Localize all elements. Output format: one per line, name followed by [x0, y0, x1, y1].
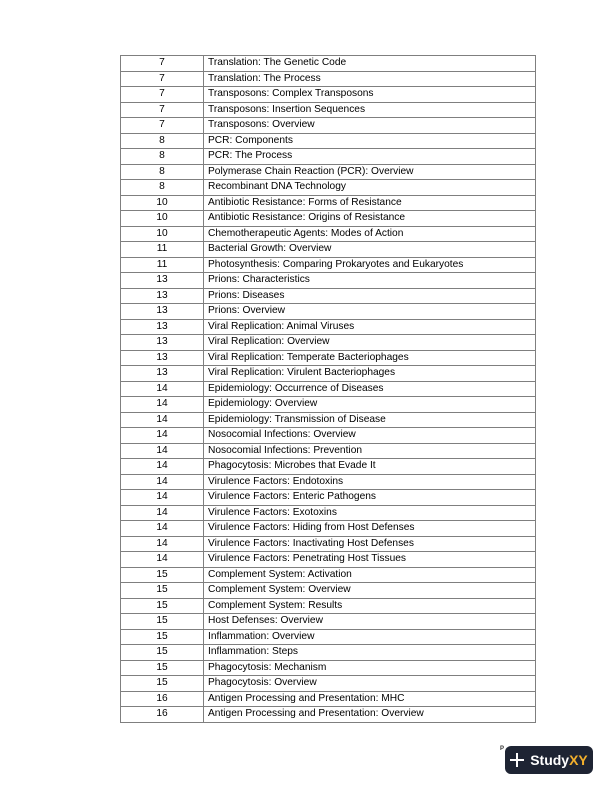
chapter-cell: 14: [121, 459, 204, 475]
chapter-cell: 15: [121, 583, 204, 599]
table-row: [121, 490, 536, 506]
studyxy-badge[interactable]: [505, 746, 593, 774]
table-row: [121, 56, 536, 72]
topic-cell: Complement System: Overview: [204, 583, 536, 599]
table-row: [121, 614, 536, 630]
chapter-cell: 11: [121, 242, 204, 258]
topic-cell: Viral Replication: Virulent Bacteriophages: [204, 366, 536, 382]
topic-cell: Viral Replication: Animal Viruses: [204, 319, 536, 335]
table-row: [121, 257, 536, 273]
topic-cell: Virulence Factors: Exotoxins: [204, 505, 536, 521]
topic-cell: Antigen Processing and Presentation: Overview: [204, 707, 536, 723]
chapter-cell: 7: [121, 71, 204, 87]
topic-cell: Virulence Factors: Endotoxins: [204, 474, 536, 490]
table-row: [121, 428, 536, 444]
topic-cell: Transposons: Insertion Sequences: [204, 102, 536, 118]
chapter-cell: 7: [121, 56, 204, 72]
table-row: [121, 87, 536, 103]
chapter-cell: 14: [121, 381, 204, 397]
table-row: [121, 459, 536, 475]
table-row: [121, 567, 536, 583]
table-row: [121, 629, 536, 645]
topic-cell: Transposons: Overview: [204, 118, 536, 134]
chapter-cell: 15: [121, 614, 204, 630]
topic-cell: Inflammation: Overview: [204, 629, 536, 645]
topic-cell: Inflammation: Steps: [204, 645, 536, 661]
topic-cell: Virulence Factors: Hiding from Host Defenses: [204, 521, 536, 537]
table-row: [121, 676, 536, 692]
chapter-cell: 10: [121, 211, 204, 227]
topic-cell: Antigen Processing and Presentation: MHC: [204, 691, 536, 707]
chapter-cell: 14: [121, 443, 204, 459]
chapter-cell: 8: [121, 164, 204, 180]
topic-cell: Nosocomial Infections: Overview: [204, 428, 536, 444]
chapter-cell: 8: [121, 180, 204, 196]
table-row: [121, 335, 536, 351]
chapter-cell: 14: [121, 474, 204, 490]
chapter-cell: 11: [121, 257, 204, 273]
chapter-cell: 13: [121, 319, 204, 335]
chapter-cell: 15: [121, 676, 204, 692]
table-row: [121, 536, 536, 552]
topic-cell: Antibiotic Resistance: Forms of Resistance: [204, 195, 536, 211]
topic-cell: Virulence Factors: Penetrating Host Tissues: [204, 552, 536, 568]
chapter-cell: 10: [121, 195, 204, 211]
topic-cell: Transposons: Complex Transposons: [204, 87, 536, 103]
chapter-cell: 13: [121, 366, 204, 382]
chapter-cell: 14: [121, 397, 204, 413]
chapter-cell: 16: [121, 707, 204, 723]
chapter-cell: 14: [121, 505, 204, 521]
chapter-cell: 14: [121, 552, 204, 568]
chapter-cell: 13: [121, 273, 204, 289]
chapter-cell: 10: [121, 226, 204, 242]
chapter-cell: 14: [121, 536, 204, 552]
topic-cell: Complement System: Activation: [204, 567, 536, 583]
chapter-cell: 16: [121, 691, 204, 707]
chapter-cell: 8: [121, 133, 204, 149]
topic-cell: Epidemiology: Overview: [204, 397, 536, 413]
topic-cell: PCR: Components: [204, 133, 536, 149]
topic-cell: Prions: Diseases: [204, 288, 536, 304]
table-row: [121, 691, 536, 707]
table-row: [121, 149, 536, 165]
topic-cell: Translation: The Process: [204, 71, 536, 87]
topic-cell: Epidemiology: Occurrence of Diseases: [204, 381, 536, 397]
table-row: [121, 133, 536, 149]
table-row: [121, 645, 536, 661]
table-row: [121, 583, 536, 599]
chapter-cell: 14: [121, 521, 204, 537]
table-row: [121, 102, 536, 118]
table-row: [121, 180, 536, 196]
brand-accent: XY: [569, 752, 588, 768]
table-row: [121, 381, 536, 397]
table-body: [121, 56, 536, 723]
chapter-cell: 7: [121, 87, 204, 103]
chapter-cell: 13: [121, 304, 204, 320]
topic-cell: Phagocytosis: Microbes that Evade It: [204, 459, 536, 475]
table-row: [121, 195, 536, 211]
brand-name: Study: [530, 752, 570, 768]
topic-cell: Virulence Factors: Enteric Pathogens: [204, 490, 536, 506]
topic-cell: Photosynthesis: Comparing Prokaryotes and Eukaryotes: [204, 257, 536, 273]
page-marker: P: [500, 746, 505, 752]
topic-cell: Recombinant DNA Technology: [204, 180, 536, 196]
table-row: [121, 505, 536, 521]
table-row: [121, 350, 536, 366]
topic-cell: Epidemiology: Transmission of Disease: [204, 412, 536, 428]
topic-cell: Prions: Overview: [204, 304, 536, 320]
topic-cell: Complement System: Results: [204, 598, 536, 614]
topic-cell: Phagocytosis: Mechanism: [204, 660, 536, 676]
table-row: [121, 707, 536, 723]
topic-cell: Prions: Characteristics: [204, 273, 536, 289]
chapter-cell: 15: [121, 567, 204, 583]
chapter-cell: 7: [121, 102, 204, 118]
topic-cell: Viral Replication: Overview: [204, 335, 536, 351]
table-row: [121, 226, 536, 242]
chapter-topic-table: [120, 55, 536, 723]
table-row: [121, 598, 536, 614]
chapter-cell: 15: [121, 645, 204, 661]
chapter-cell: 7: [121, 118, 204, 134]
topic-cell: PCR: The Process: [204, 149, 536, 165]
chapter-cell: 15: [121, 598, 204, 614]
chapter-cell: 14: [121, 428, 204, 444]
table-row: [121, 366, 536, 382]
table-row: [121, 412, 536, 428]
table-row: [121, 71, 536, 87]
chapter-cell: 15: [121, 629, 204, 645]
topic-cell: Antibiotic Resistance: Origins of Resistance: [204, 211, 536, 227]
topic-cell: Translation: The Genetic Code: [204, 56, 536, 72]
chapter-cell: 13: [121, 288, 204, 304]
chapter-cell: 14: [121, 490, 204, 506]
table-row: [121, 319, 536, 335]
table-row: [121, 242, 536, 258]
chapter-cell: 15: [121, 660, 204, 676]
topic-cell: Host Defenses: Overview: [204, 614, 536, 630]
topic-cell: Chemotherapeutic Agents: Modes of Action: [204, 226, 536, 242]
chapter-cell: 14: [121, 412, 204, 428]
table-row: [121, 397, 536, 413]
topic-cell: Phagocytosis: Overview: [204, 676, 536, 692]
chapter-cell: 13: [121, 335, 204, 351]
table-row: [121, 211, 536, 227]
topic-cell: Viral Replication: Temperate Bacteriophages: [204, 350, 536, 366]
table-row: [121, 660, 536, 676]
plus-icon: [510, 753, 524, 767]
table-row: [121, 304, 536, 320]
table-row: [121, 474, 536, 490]
chapter-cell: 13: [121, 350, 204, 366]
table-row: [121, 118, 536, 134]
table-row: [121, 288, 536, 304]
chapter-cell: 8: [121, 149, 204, 165]
table-row: [121, 521, 536, 537]
table-row: [121, 164, 536, 180]
topic-cell: Nosocomial Infections: Prevention: [204, 443, 536, 459]
topic-cell: Virulence Factors: Inactivating Host Defenses: [204, 536, 536, 552]
table-row: [121, 443, 536, 459]
topic-cell: Bacterial Growth: Overview: [204, 242, 536, 258]
topic-cell: Polymerase Chain Reaction (PCR): Overview: [204, 164, 536, 180]
table-row: [121, 552, 536, 568]
table-row: [121, 273, 536, 289]
